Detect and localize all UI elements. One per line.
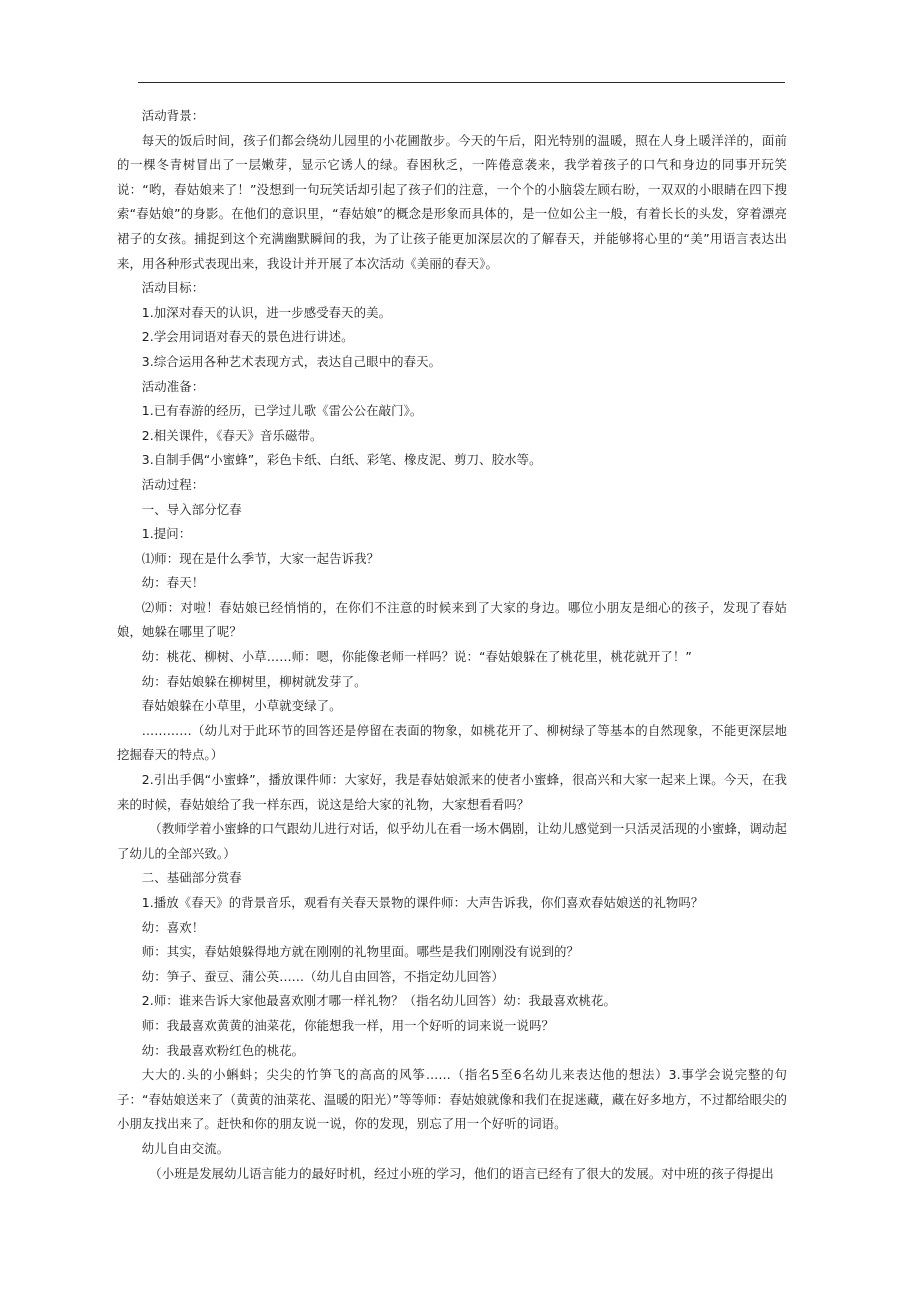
- heading-activity-background: 活动背景：: [141, 108, 205, 123]
- list-item-goal-3: 3.综合运用各种艺术表现方式，表达自己眼中的春天。: [141, 353, 442, 369]
- dialogue-child-a1: 幼：春天！: [141, 575, 205, 591]
- dialogue-child-bamboo: 幼：笋子、蚕豆、蒲公英……（幼儿自由回答，不指定幼儿回答）: [141, 968, 505, 984]
- paragraph-tadpole-kite: 大大的.头的小蝌蚪；尖尖的竹笋飞的高高的风筝……（指名5至6名幼儿来表达他的想法）3.事学会说完整的句子：“春姑娘送来了（黄黄的油菜花、温暖的阳光）”等等师：春姑娘就像和我们在捉迷藏，藏在好多地方，不过都给眼尖的小朋友找出来了。赶快和你的朋友说一说，你的发现，别忘了用一个好听的词语。: [117, 1067, 787, 1132]
- heading-activity-goals: 活动目标：: [141, 280, 205, 296]
- heading-section-two: 二、基础部分赏春: [141, 870, 242, 886]
- dialogue-child-a3: 幼：春姑娘躲在柳树里，柳树就发芽了。: [141, 673, 367, 689]
- list-item-step-favorite: 2.师：谁来告诉大家他最喜欢刚才哪一样礼物？（指名幼儿回答）幼：我最喜欢桃花。: [141, 993, 616, 1009]
- list-item-goal-1: 1.加深对春天的认识，进一步感受春天的美。: [141, 304, 392, 320]
- annotation-note-1: …………（幼儿对于此环节的回答还是停留在表面的物象，如桃花开了、柳树绿了等基本的自然现象，不能更深层地挖掘春天的特点。）: [117, 722, 787, 763]
- page-header: [0, 0, 920, 86]
- dialogue-child-like: 幼：喜欢！: [141, 919, 205, 935]
- annotation-note-2: （教师学着小蜜蜂的口气跟幼儿进行对话，似乎幼儿在看一场木偶剧，让幼儿感觉到一只活灵活现的小蜜蜂，调动起了幼儿的全部兴致。）: [117, 821, 787, 861]
- heading-activity-process: 活动过程：: [141, 476, 205, 492]
- heading-section-one: 一、导入部分忆春: [141, 501, 242, 517]
- list-item-preparation-3: 3.自制手偶“小蜜蜂”，彩色卡纸、白纸、彩笔、橡皮泥、剪刀、胶水等。: [141, 452, 542, 468]
- dialogue-teacher-hidden: 师：其实，春姑娘躲得地方就在刚刚的礼物里面。哪些是我们刚刚没有说到的？: [141, 944, 579, 960]
- list-item-preparation-2: 2.相关课件，《春天》音乐磁带。: [141, 427, 323, 443]
- paragraph-activity-background: 每天的饭后时间，孩子们都会绕幼儿园里的小花圃散步。今天的午后，阳光特别的温暖，照在人身上暖洋洋的，面前的一棵冬青树冒出了一层嫩芽，显示它诱人的绿。春困秋乏，一阵倦意袭来，我学着孩子的口气和身边的同事开玩笑说：“哟，春姑娘来了！”没想到一句玩笑话却引起了孩子们的注意，一个个的小脑袋左顾右盼，一双双的小眼睛在四下搜索“春姑娘”的身影。在他们的意识里，“春姑娘”的概念是形象而具体的，是一位如公主一般，有着长长的头发，穿着漂亮裙子的女孩。捕捉到这个充满幽默瞬间的我，为了让孩子能更加深层次的了解春天，并能够将心里的“美”用语言表达出来，用各种形式表现出来，我设计并开展了本次活动《美丽的春天》。: [117, 132, 787, 271]
- list-item-preparation-1: 1.已有春游的经历，已学过儿歌《雷公公在敲门》。: [141, 403, 423, 419]
- dialogue-teacher-rape-flower: 师：我最喜欢黄黄的油菜花，你能想我一样，用一个好听的词来说一说吗？: [141, 1017, 554, 1033]
- header-divider-rule: [138, 82, 785, 83]
- dialogue-child-a2: 幼：桃花、柳树、小草……师：嗯，你能像老师一样吗？说：“春姑娘躲在了桃花里，桃花就开了！”: [141, 649, 692, 665]
- dialogue-teacher-q1: ⑴师：现在是什么季节，大家一起告诉我？: [141, 550, 380, 566]
- paragraph-free-exchange: 幼儿自由交流。: [141, 1140, 230, 1156]
- document-body: [117, 104, 787, 1186]
- dialogue-teacher-q2: ⑵师：对啦！春姑娘已经悄悄的，在你们不注意的时候来到了大家的身边。哪位小朋友是细心的孩子，发现了春姑娘，她躲在哪里了呢？: [117, 599, 787, 640]
- dialogue-child-pink-peach: 幼：我最喜欢粉红色的桃花。: [141, 1042, 305, 1058]
- list-item-step-play-music: 1.播放《春天》的背景音乐，观看有关春天景物的课件师：大声告诉我，你们喜欢春姑娘送的礼物吗？: [141, 895, 704, 910]
- dialogue-child-a4: 春姑娘躲在小草里，小草就变绿了。: [141, 698, 342, 714]
- list-item-step-1: 1.提问：: [141, 526, 192, 542]
- heading-activity-preparation: 活动准备：: [141, 378, 205, 394]
- list-item-step-2: 2.引出手偶“小蜜蜂”，播放课件师：大家好，我是春姑娘派来的使者小蜜蜂，很高兴和大家一起来上课。今天，在我来的时候，春姑娘给了我一样东西，说这是给大家的礼物，大家想看看吗？: [117, 772, 787, 812]
- list-item-goal-2: 2.学会用词语对春天的景色进行讲述。: [141, 329, 354, 345]
- annotation-note-3: （小班是发展幼儿语言能力的最好时机，经过小班的学习，他们的语言已经有了很大的发展。对中班的孩子得提出: [149, 1165, 774, 1181]
